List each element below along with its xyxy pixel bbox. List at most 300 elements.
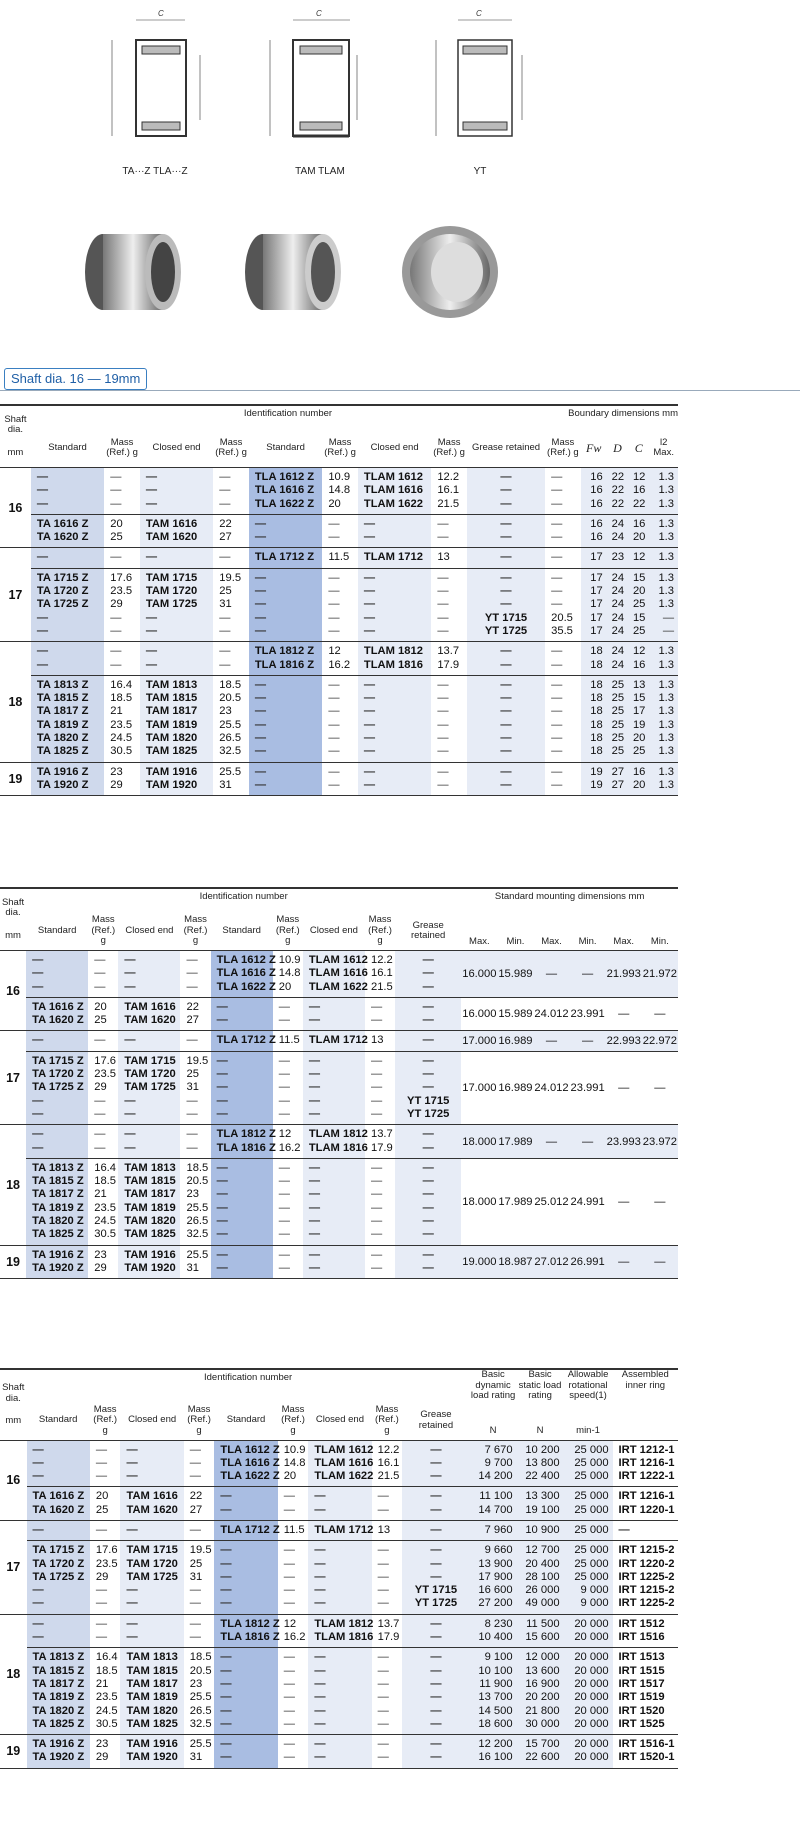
grease-retained <box>402 1614 469 1648</box>
cell-value: 31 <box>219 778 232 791</box>
cell-value: 16.1 <box>437 484 460 497</box>
shaft-header <box>0 888 26 951</box>
cell-value: 20 000 <box>574 1664 609 1677</box>
cell-value: TA 1616 Z <box>32 1490 85 1503</box>
shaft-max: 17.000 <box>461 1051 497 1125</box>
cell-value: 19 <box>590 778 603 791</box>
speed <box>564 1440 613 1487</box>
mass <box>104 675 140 762</box>
mass <box>365 997 395 1031</box>
cell-value: 20.5 <box>219 692 242 705</box>
cell-value: — <box>216 1014 228 1027</box>
mass <box>88 1125 118 1159</box>
cell-lines <box>308 1441 374 1487</box>
cell-value: 20 <box>328 497 341 510</box>
mass <box>322 514 358 548</box>
inner-ring <box>613 1735 678 1769</box>
static-load <box>517 1487 564 1521</box>
cell-value: 16.1 <box>377 1456 400 1469</box>
cell-value: — <box>437 624 449 637</box>
cell-value: — <box>430 1631 442 1644</box>
shaft-label: Shaft dia. <box>1 896 25 919</box>
cell-value: — <box>145 611 158 624</box>
cell-value: — <box>32 1456 44 1469</box>
cell-value: — <box>430 1704 442 1717</box>
D <box>607 642 628 676</box>
cell-value: 25 000 <box>574 1490 609 1503</box>
col-header: Closed end <box>140 429 213 468</box>
shaft-max: 18.000 <box>461 1125 497 1159</box>
j7-max: 24.012 <box>533 997 569 1031</box>
cell-lines <box>308 1735 371 1768</box>
cell-value: 27 <box>186 1014 199 1027</box>
cell-value: 18 <box>590 692 603 705</box>
cell-value: TAM 1815 <box>124 1175 176 1188</box>
cell-value: 25 <box>611 705 625 718</box>
cell-value: — <box>370 1054 383 1067</box>
cell-value: — <box>314 1664 326 1677</box>
cell-value: 16 <box>590 517 603 530</box>
cell-value: 24 <box>611 624 625 637</box>
cell-value: — <box>500 551 512 564</box>
cell-value: — <box>308 1175 320 1188</box>
j7-min: 23.991 <box>570 997 606 1031</box>
cell-lines <box>470 1615 517 1648</box>
cell-value: 17 900 <box>478 1570 513 1583</box>
cell-lines <box>27 1735 90 1768</box>
col-header: Mass (Ref.) g <box>431 429 467 468</box>
cell-lines <box>395 998 461 1031</box>
cell-value: 14.8 <box>278 967 301 980</box>
cell-lines <box>322 569 358 641</box>
smd-header: Standard mounting dimensions mm <box>461 888 678 912</box>
cell-value: — <box>370 1000 383 1013</box>
cell-lines <box>365 1052 395 1124</box>
row-group <box>0 1541 678 1614</box>
cell-value: — <box>370 1215 383 1228</box>
row-group <box>0 762 678 796</box>
cell-value: — <box>430 1677 442 1690</box>
cell-lines <box>649 676 678 762</box>
cell-value: — <box>377 1597 389 1610</box>
cell-lines <box>308 1487 371 1520</box>
cell-value: — <box>363 745 376 758</box>
mass <box>184 1520 215 1540</box>
cell-value: — <box>32 980 44 993</box>
cell-value: 25 000 <box>574 1557 609 1570</box>
cell-value: — <box>216 1228 228 1241</box>
cell-value: 20 000 <box>574 1738 609 1751</box>
tlam-closed-end <box>358 642 431 676</box>
cell-value: TLAM 1812 <box>308 1128 368 1141</box>
cell-value: — <box>377 1704 389 1717</box>
closed-end <box>120 1735 183 1769</box>
cell-value: — <box>328 531 340 544</box>
cell-value: — <box>308 1014 320 1027</box>
cell-value: TA 1815 Z <box>36 692 89 705</box>
row-group <box>0 468 678 515</box>
cell-lines <box>649 569 678 641</box>
cell-value: TAM 1715 <box>126 1544 178 1557</box>
mass <box>90 1487 121 1521</box>
mass <box>365 951 395 998</box>
cell-value: — <box>500 497 512 510</box>
cell-value: — <box>377 1490 389 1503</box>
cell-value: — <box>278 1107 290 1120</box>
cell-lines <box>517 1541 564 1613</box>
cell-value: 21.5 <box>437 497 460 510</box>
mass <box>273 1158 303 1245</box>
cell-lines <box>628 763 649 796</box>
cell-value: 12 200 <box>478 1738 513 1751</box>
standard <box>31 468 104 515</box>
cell-lines <box>467 676 545 762</box>
cell-value: 16 900 <box>525 1677 560 1690</box>
grease-retained <box>467 514 545 548</box>
cell-value: — <box>110 624 122 637</box>
cell-value: — <box>32 1128 44 1141</box>
cell-value: 16 600 <box>478 1584 513 1597</box>
cell-lines <box>213 515 249 548</box>
col-header: Closed end <box>120 1402 183 1441</box>
cell-value: — <box>220 1717 232 1730</box>
static-load <box>517 1648 564 1735</box>
cell-value: — <box>189 1443 201 1456</box>
grease-retained <box>402 1440 469 1487</box>
cell-value: — <box>500 678 512 691</box>
cell-value: 16.2 <box>283 1631 306 1644</box>
cell-value: — <box>283 1544 295 1557</box>
cell-value: — <box>551 471 563 483</box>
cell-value: 19.5 <box>189 1544 212 1557</box>
cell-lines <box>322 515 358 548</box>
cell-value: 13 <box>377 1523 391 1536</box>
cell-value: — <box>314 1584 326 1597</box>
cell-value: — <box>308 1248 320 1261</box>
tlam-closed-end <box>358 568 431 641</box>
cell-value: TA 1725 Z <box>32 1570 85 1583</box>
grease-retained <box>395 1245 461 1279</box>
mass <box>372 1541 403 1614</box>
cell-value: — <box>189 1456 201 1469</box>
cell-value: — <box>220 1704 232 1717</box>
cell-value: — <box>422 954 434 966</box>
col-header: Grease retained <box>395 912 461 951</box>
cell-value: TA 1819 Z <box>32 1691 85 1704</box>
cell-value: — <box>220 1570 232 1583</box>
C <box>628 568 649 641</box>
cell-value: 25 <box>611 745 625 758</box>
col-header: l2 Max. <box>649 429 678 468</box>
speed <box>564 1520 613 1540</box>
cell-value: — <box>32 1584 44 1597</box>
cell-value: — <box>254 745 267 758</box>
cell-lines <box>470 1441 517 1487</box>
load-rating-table <box>0 1368 678 1769</box>
ident-header: Identification number <box>26 888 461 912</box>
cell-value: — <box>36 497 48 510</box>
cell-lines <box>211 951 276 997</box>
col-header: Mass (Ref.) g <box>90 1402 121 1441</box>
cell-lines <box>278 1541 309 1613</box>
cell-value: TA 1813 Z <box>32 1651 85 1664</box>
cell-value: — <box>551 658 563 671</box>
cell-value: TAM 1825 <box>124 1228 176 1241</box>
cell-value: — <box>308 1000 320 1013</box>
cell-value: — <box>551 718 563 731</box>
cell-lines <box>613 1735 678 1768</box>
cell-value: 25.5 <box>219 718 242 731</box>
cell-value: — <box>422 1175 434 1188</box>
cell-value: YT 1725 <box>414 1597 458 1610</box>
shaft-dia: 18 <box>0 1614 27 1734</box>
n7-max: 23.993 <box>606 1125 642 1159</box>
j7-min: 26.991 <box>570 1245 606 1279</box>
cell-value: — <box>220 1738 232 1751</box>
grease-retained <box>467 468 545 515</box>
cell-value: 25 000 <box>574 1544 609 1557</box>
cell-value: — <box>36 658 48 671</box>
cell-lines <box>470 1487 517 1520</box>
cell-value: — <box>363 611 376 624</box>
cell-lines <box>649 763 678 796</box>
cell-value: TA 1916 Z <box>36 765 89 778</box>
cell-value: 18.5 <box>186 1161 209 1174</box>
drawing-ta <box>112 9 200 136</box>
D <box>607 514 628 548</box>
tlam-closed-end <box>303 1125 368 1159</box>
col-header: Mass (Ref.) g <box>322 429 358 468</box>
cell-value: — <box>308 1107 320 1120</box>
cell-value: TLAM 1612 <box>363 471 423 483</box>
cell-value: IRT 1512 <box>618 1617 665 1630</box>
cell-value: 29 <box>110 598 123 611</box>
col-header: Closed end <box>308 1402 371 1441</box>
standard <box>31 762 104 796</box>
cell-lines <box>467 548 545 567</box>
mass <box>431 675 467 762</box>
cell-value: — <box>308 1188 320 1201</box>
standard <box>26 951 88 998</box>
cell-value: — <box>551 645 563 658</box>
cell-value: — <box>363 718 376 731</box>
cell-lines <box>649 642 678 675</box>
cell-value: — <box>124 1107 136 1120</box>
mass <box>322 468 358 515</box>
cell-value: 1.3 <box>658 517 674 530</box>
cell-lines <box>467 468 545 514</box>
cell-value: — <box>370 1228 383 1241</box>
cell-value: TA 1620 Z <box>32 1014 84 1027</box>
cell-value: TAM 1725 <box>145 598 198 611</box>
cell-value: IRT 1520 <box>618 1704 665 1717</box>
cell-lines <box>303 1159 365 1245</box>
cell-value: — <box>95 1631 108 1644</box>
cell-value: — <box>278 1161 290 1174</box>
cell-value: — <box>662 611 674 624</box>
mass <box>213 468 249 515</box>
cell-value: — <box>36 611 48 624</box>
cell-lines <box>180 1052 210 1124</box>
cell-value: 16 <box>590 471 603 483</box>
mass <box>104 642 140 676</box>
cell-value: 31 <box>189 1570 203 1583</box>
cell-value: TA 1720 Z <box>36 585 89 598</box>
cell-value: — <box>422 1188 434 1201</box>
cell-value: 23 <box>189 1677 203 1690</box>
cell-lines <box>607 642 628 675</box>
standard <box>26 1031 88 1051</box>
cell-value: 22 400 <box>525 1470 560 1483</box>
cell-value: — <box>328 765 340 778</box>
cell-value: TLAM 1616 <box>363 484 423 497</box>
cell-value: TLA 1612 Z <box>220 1443 280 1456</box>
cell-value: TLA 1812 Z <box>216 1128 276 1141</box>
cell-lines <box>395 951 461 997</box>
static-load <box>517 1735 564 1769</box>
yt-mass <box>545 675 581 762</box>
cell-value: 29 <box>95 1751 109 1764</box>
cell-value: — <box>328 571 340 584</box>
mass <box>180 1245 210 1279</box>
cell-value: — <box>126 1456 138 1469</box>
shaft-min: 16.989 <box>497 1051 533 1125</box>
cell-value: — <box>36 484 48 497</box>
mass <box>88 1245 118 1279</box>
cell-value: 15 <box>632 692 646 705</box>
cell-value: 30 000 <box>525 1717 560 1730</box>
cell-lines <box>213 548 249 567</box>
cell-value: — <box>370 1014 383 1027</box>
cell-lines <box>470 1735 517 1768</box>
standard <box>26 997 88 1031</box>
cell-lines <box>27 1441 90 1487</box>
cell-value: 35.5 <box>551 624 573 637</box>
cell-value: TLAM 1616 <box>308 967 368 980</box>
grease-retained <box>402 1541 469 1614</box>
col-header: Min. <box>497 912 533 951</box>
cell-value: — <box>254 705 267 718</box>
cell-lines <box>402 1615 469 1648</box>
cell-value: — <box>308 1068 320 1081</box>
cell-value: — <box>126 1470 138 1483</box>
tla-standard <box>211 1125 276 1159</box>
l2 <box>649 548 678 568</box>
row-group <box>0 1735 678 1769</box>
cell-lines <box>184 1615 215 1648</box>
cell-value: — <box>377 1677 389 1690</box>
drawing-label-tam: TAM TLAM <box>295 166 345 177</box>
cell-value: 16.2 <box>278 1141 301 1154</box>
cell-value: — <box>186 980 198 993</box>
C <box>628 514 649 548</box>
cell-value: TLAM 1712 <box>308 1034 368 1047</box>
cell-lines <box>372 1541 403 1613</box>
cell-value: — <box>437 517 449 530</box>
cell-lines <box>470 1648 517 1734</box>
cell-value: TAM 1616 <box>145 517 198 530</box>
cell-value: TA 1817 Z <box>32 1677 85 1690</box>
cell-value: 23.5 <box>95 1557 118 1570</box>
cell-lines <box>140 642 213 675</box>
cell-lines <box>372 1441 403 1487</box>
cell-lines <box>31 548 104 567</box>
D <box>607 468 628 515</box>
cell-value: TA 1819 Z <box>36 718 89 731</box>
header-row-2 <box>0 912 678 951</box>
cell-value: YT 1715 <box>414 1584 458 1597</box>
cell-value: — <box>314 1597 326 1610</box>
cell-value: — <box>94 1034 106 1047</box>
cell-value: — <box>94 954 106 966</box>
cell-value: — <box>377 1544 389 1557</box>
cell-lines <box>581 642 607 675</box>
cell-value: 16.4 <box>95 1651 118 1664</box>
cell-value: — <box>216 1261 228 1274</box>
cell-value: — <box>551 732 563 745</box>
cell-value: TAM 1817 <box>126 1677 178 1690</box>
mass <box>180 1051 210 1125</box>
col-header: Mass (Ref.) g <box>88 912 118 951</box>
cell-lines <box>104 676 140 762</box>
cell-lines <box>649 515 678 548</box>
cell-value: — <box>314 1503 326 1516</box>
cell-value: — <box>254 778 267 791</box>
cell-value: 12 700 <box>525 1544 560 1557</box>
cell-value: 20 <box>632 585 646 598</box>
cell-value: — <box>254 517 267 530</box>
cell-value: — <box>189 1631 201 1644</box>
cell-value: TAM 1916 <box>126 1738 178 1751</box>
cell-value: — <box>32 1523 44 1536</box>
shaft-max: 16.000 <box>461 997 497 1031</box>
cell-lines <box>104 515 140 548</box>
cell-lines <box>88 1159 118 1245</box>
standard <box>27 1648 90 1735</box>
cell-lines <box>564 1487 613 1520</box>
tlam-closed-end <box>308 1614 374 1648</box>
header-row-2 <box>0 429 678 468</box>
cell-value: TLAM 1616 <box>314 1456 374 1469</box>
cell-value: IRT 1222-1 <box>618 1470 675 1483</box>
cell-value: TLA 1712 Z <box>216 1034 276 1047</box>
cell-value: TAM 1819 <box>145 718 198 731</box>
col-header: Max. <box>533 912 569 951</box>
mass <box>372 1487 403 1521</box>
dynamic-load <box>470 1614 517 1648</box>
cell-value: — <box>283 1704 295 1717</box>
tla-standard <box>211 951 276 998</box>
cell-value: TLAM 1816 <box>314 1631 374 1644</box>
cell-value: — <box>216 1107 228 1120</box>
cell-value: 17 <box>590 585 603 598</box>
cell-lines <box>581 548 607 567</box>
cell-value: 20 <box>94 1000 107 1013</box>
mass <box>90 1735 121 1769</box>
standard <box>26 1051 88 1125</box>
mass <box>104 568 140 641</box>
cell-lines <box>308 1541 371 1613</box>
cell-value: 10 400 <box>478 1631 513 1644</box>
cell-value: — <box>95 1443 108 1456</box>
cell-lines <box>395 1052 461 1124</box>
cell-value: 26.5 <box>186 1215 209 1228</box>
mass <box>184 1440 215 1487</box>
cell-value: — <box>32 1107 44 1120</box>
tla-standard <box>214 1735 277 1769</box>
cell-value: 20 200 <box>525 1691 560 1704</box>
mass <box>90 1648 121 1735</box>
